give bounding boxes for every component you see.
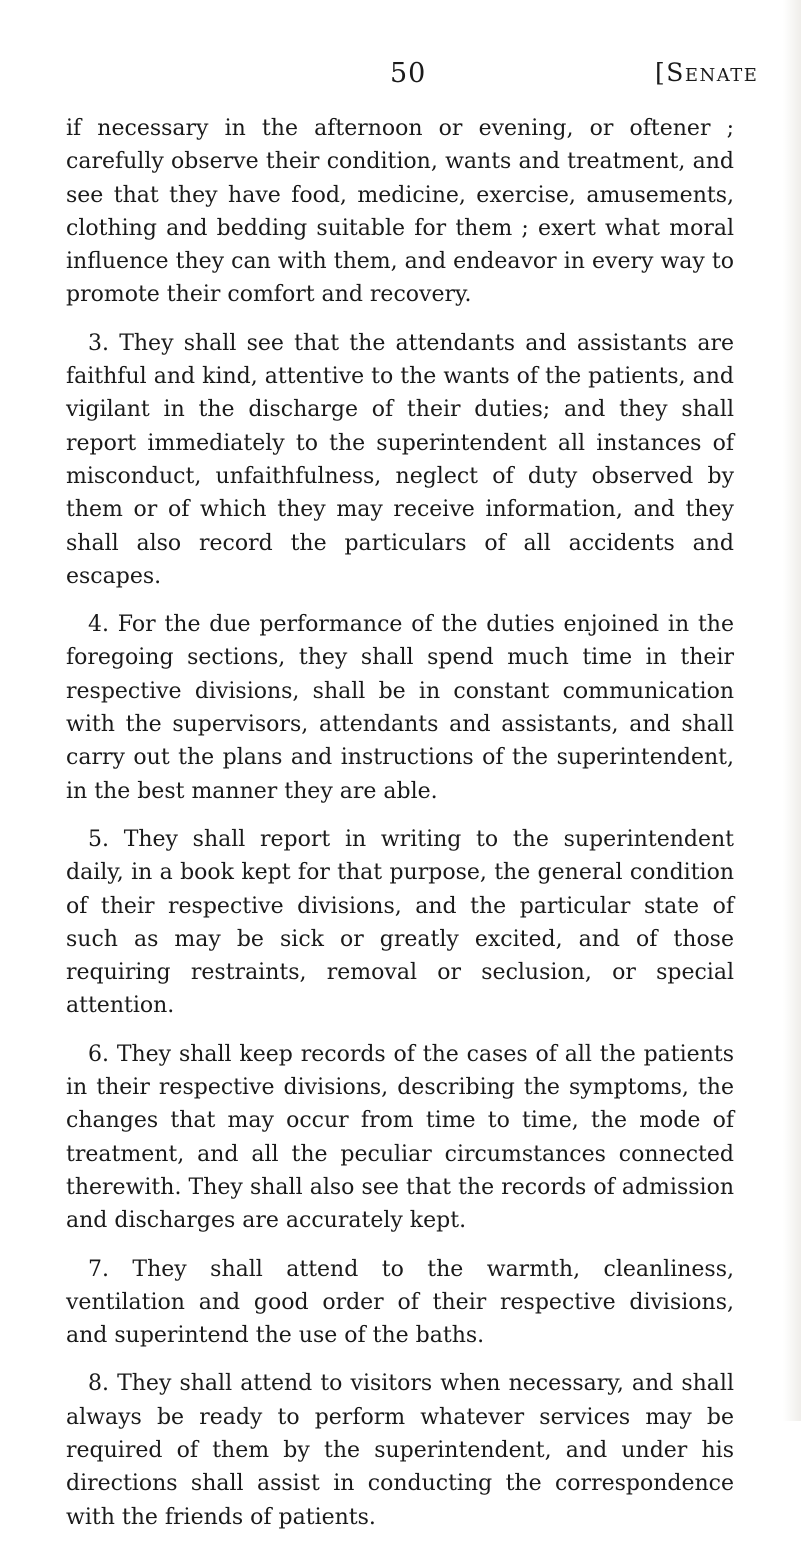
paragraph-section-8: 8. They shall attend to visitors when necessary, and shall always be ready to perform whatever services may be required of them by the superintendent, and under his directions shall assist in conducting the correspondence with the friends of patients. [66,1371,734,1530]
page-number: 50 [390,58,427,89]
page-edge-shadow [783,0,801,1421]
paragraph-continuation: if necessary in the afternoon or evening, or oftener ; carefully observe their condition, wants and treatment, and see that they have food, medicine, exercise, amusements, clothing and bedding suitable for them ; exert what moral influence they can with them, and endeavor in every way to promote their comfort and recovery. [66,116,734,308]
page-header [0,58,801,98]
paragraph-section-6: 6. They shall keep records of the cases of all the patients in their respective divisions, describing the symptoms, the changes that may occur from time to time, the mode of treatment, and all the peculiar circumstances connected therewith. They shall also see that the records of admission and discharges are accurately kept. [66,1041,734,1234]
paragraph-section-4: 4. For the due performance of the duties enjoined in the foregoing sections, they shall spend much time in their respective divisions, shall be in constant communication with the supervisors, attendants and assistants, and shall carry out the plans and instructions of the superintendent, in the best manner they are able. [66,612,734,804]
paragraph-section-7: 7. They shall attend to the warmth, cleanliness, ventilation and good order of their respective divisions, and superintend the use of the baths. [66,1256,734,1349]
body-text [66,112,734,1549]
running-head: [Senate [655,58,759,87]
paragraph-section-5: 5. They shall report in writing to the superintendent daily, in a book kept for that purpose, the general condition of their respective divisions, and the particular state of such as may be sick or greatly excited, and of those requiring restraints, removal or seclusion, or special attention. [66,826,734,1019]
paragraph-section-3: 3. They shall see that the attendants and assistants are faithful and kind, attentive to the wants of the patients, and vigilant in the discharge of their duties; and they shall report immediately to the superintendent all instances of misconduct, unfaithfulness, neglect of duty observed by them or of which they may receive information, and they shall also record the particulars of all accidents and escapes. [66,330,734,589]
